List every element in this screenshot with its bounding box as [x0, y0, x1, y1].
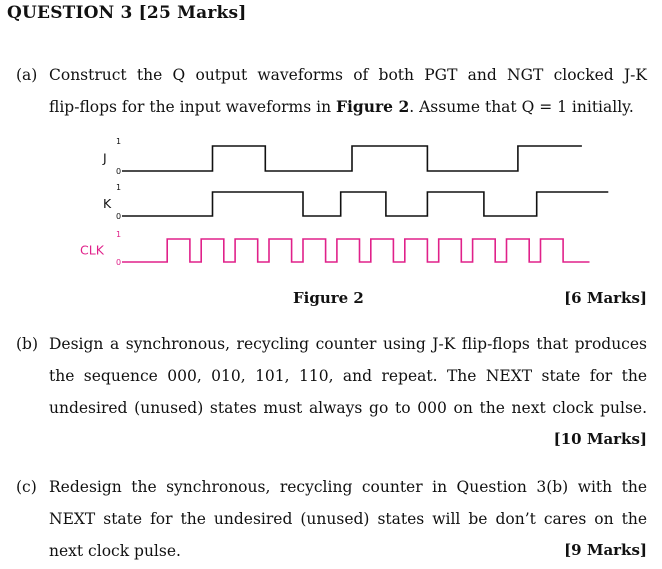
part-c-line1: Redesign the synchronous, recycling counter in Question 3(b) with the [49, 478, 647, 496]
waveform-j [122, 146, 582, 171]
part-a-line1: Construct the Q output waveforms of both PGT and NGT clocked J-K [49, 66, 647, 84]
part-b-marks: [10 Marks] [553, 430, 647, 448]
high-level-tick-k: 1 [116, 183, 122, 192]
low-level-tick-k: 0 [116, 212, 122, 221]
waveform-group [80, 137, 608, 267]
part-a-marks: [6 Marks] [564, 289, 647, 307]
figure-reference: Figure 2 [336, 97, 410, 116]
low-level-tick-j: 0 [116, 167, 122, 176]
waveform-label-clk: CLK [80, 242, 104, 258]
part-c-line3: next clock pulse. [49, 542, 181, 560]
low-level-tick-clk: 0 [116, 258, 122, 267]
part-a-line2-prefix: flip-flops for the input waveforms in [49, 98, 337, 116]
waveform-label-j: J [103, 150, 107, 166]
high-level-tick-j: 1 [116, 137, 122, 146]
waveform-clk [122, 239, 590, 262]
figure-caption: Figure 2 [293, 289, 364, 307]
part-c-label: (c) [16, 478, 37, 496]
part-c-line2: NEXT state for the undesired (unused) states will be don’t cares on the [49, 510, 647, 528]
part-b-line2: the sequence 000, 010, 101, 110, and repeat. The NEXT state for the [49, 367, 647, 385]
waveform-label-k: K [103, 196, 112, 211]
part-b-line1: Design a synchronous, recycling counter using J-K flip-flops that produces [49, 335, 647, 353]
part-b-line3: undesired (unused) states must always go to 000 on the next clock pulse. [49, 399, 647, 417]
high-level-tick-clk: 1 [116, 230, 122, 239]
question-heading: QUESTION 3 [25 Marks] [7, 3, 247, 23]
part-a-line2-suffix: . Assume that Q = 1 initially. [409, 98, 634, 116]
part-c-marks: [9 Marks] [564, 541, 647, 559]
waveform-k [122, 192, 608, 216]
part-a-label: (a) [16, 66, 38, 84]
part-b-label: (b) [16, 335, 39, 353]
